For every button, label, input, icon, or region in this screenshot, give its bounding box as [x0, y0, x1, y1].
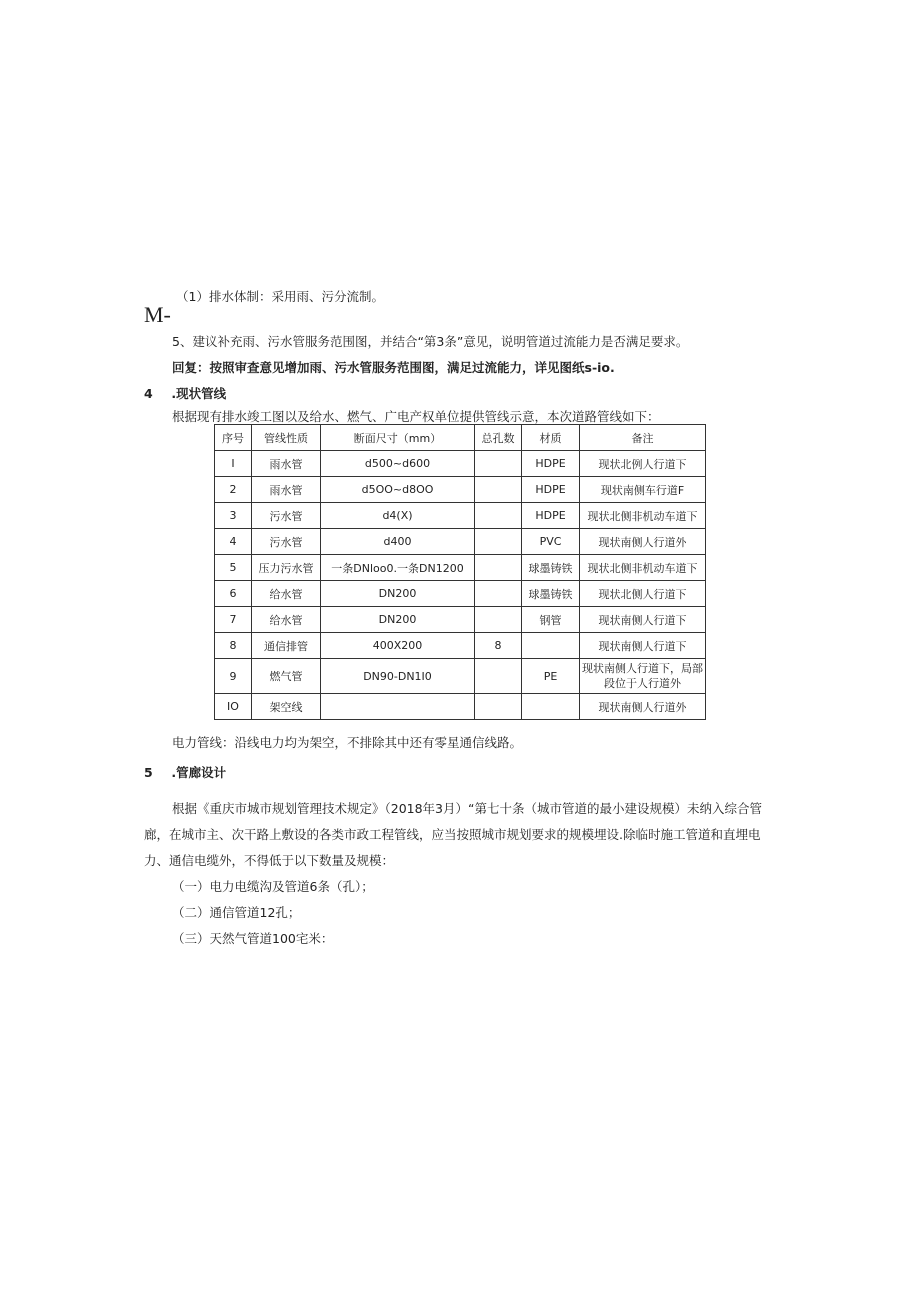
table-cell: IO: [215, 694, 252, 720]
table-cell: DN90-DN1I0: [321, 659, 475, 694]
table-cell: 8: [475, 633, 522, 659]
section-number: 4: [144, 386, 153, 401]
table-cell: 6: [215, 581, 252, 607]
section-title: .现状管线: [171, 386, 227, 401]
table-cell: 污水管: [252, 529, 321, 555]
table-cell: 一条DNloo0.一条DN1200: [321, 555, 475, 581]
table-cell: 400X200: [321, 633, 475, 659]
table-cell: 9: [215, 659, 252, 694]
table-cell: 现状北例人行道下: [580, 451, 706, 477]
table-cell: d5OO~d8OO: [321, 477, 475, 503]
table-cell: 现状北侧非机动车道下: [580, 503, 706, 529]
table-cell: PE: [522, 659, 580, 694]
table-cell: 现状南侧人行道外: [580, 694, 706, 720]
table-row: [215, 477, 706, 503]
col-header: 断面尺寸（mm）: [321, 425, 475, 451]
col-header: 材质: [522, 425, 580, 451]
table-cell: 钢管: [522, 607, 580, 633]
section-4-heading: [144, 384, 226, 402]
section-5-heading: [144, 763, 226, 781]
table-cell: HDPE: [522, 451, 580, 477]
table-row: [215, 451, 706, 477]
table-cell: 燃气管: [252, 659, 321, 694]
table-cell: d4(X): [321, 503, 475, 529]
table-cell: d400: [321, 529, 475, 555]
table-row: [215, 503, 706, 529]
table-cell: 球墨铸铁: [522, 555, 580, 581]
list-item: （三）天然气管道100宅米：: [172, 931, 334, 946]
table-cell: 给水管: [252, 607, 321, 633]
table-cell: 压力污水管: [252, 555, 321, 581]
table-cell: [475, 694, 522, 720]
pipeline-table: [214, 424, 706, 720]
table-cell: HDPE: [522, 477, 580, 503]
table-cell: 球墨铸铁: [522, 581, 580, 607]
list-item: （一）电力电缆沟及管道6条（孔）；: [172, 879, 374, 894]
table-cell: 架空线: [252, 694, 321, 720]
table-cell: 给水管: [252, 581, 321, 607]
table-cell: 现状南侧人行道下: [580, 607, 706, 633]
table-cell: 雨水管: [252, 451, 321, 477]
table-cell: [522, 694, 580, 720]
table-cell: [475, 659, 522, 694]
col-header: 总孔数: [475, 425, 522, 451]
table-row: [215, 633, 706, 659]
table-cell: 现状南侧车行道F: [580, 477, 706, 503]
table-cell: 现状南侧人行道外: [580, 529, 706, 555]
col-header: 序号: [215, 425, 252, 451]
table-cell: [321, 694, 475, 720]
review-item-5: 5、建议补充雨、污水管服务范围图，并结合“第3条”意见，说明管道过流能力是否满足要求。: [172, 334, 689, 349]
list-item: （二）通信管道12孔；: [172, 905, 301, 920]
table-cell: d500~d600: [321, 451, 475, 477]
table-cell: [475, 607, 522, 633]
table-header-row: [215, 425, 706, 451]
section-5-paragraph: 根据《重庆市城市规划管理技术规定》（2018年3月）“第七十条（城市管道的最小建设规模）未纳入综合管廊，在城市主、次干路上敷设的各类市政工程管线，应当按照城市规划要求的规模埋设.除临时施工管道和直埋电力、通信电缆外，不得低于以下数量及规模：: [144, 801, 762, 868]
table-cell: PVC: [522, 529, 580, 555]
table-cell: I: [215, 451, 252, 477]
table-cell: 污水管: [252, 503, 321, 529]
table-cell: 8: [215, 633, 252, 659]
table-cell: 现状南侧人行道下，局部段位于人行道外: [580, 659, 706, 694]
reply-text: 回复：按照审查意见增加雨、污水管服务范围图，满足过流能力，详见图纸s-io.: [172, 360, 615, 375]
table-row: [215, 607, 706, 633]
table-cell: [475, 581, 522, 607]
table-cell: [522, 633, 580, 659]
col-header: 管线性质: [252, 425, 321, 451]
table-cell: 2: [215, 477, 252, 503]
table-row: [215, 581, 706, 607]
table-row: [215, 694, 706, 720]
section-4-intro: 根据现有排水竣工图以及给水、燃气、广电产权单位提供管线示意，本次道路管线如下：: [172, 409, 660, 424]
table-cell: HDPE: [522, 503, 580, 529]
section-title: .管廊设计: [171, 765, 227, 780]
margin-mark: M-: [144, 302, 171, 327]
table-row: [215, 659, 706, 694]
table-cell: 现状北侧非机动车道下: [580, 555, 706, 581]
table-cell: 7: [215, 607, 252, 633]
table-cell: [475, 503, 522, 529]
table-cell: [475, 477, 522, 503]
table-row: [215, 529, 706, 555]
table-cell: DN200: [321, 607, 475, 633]
table-cell: 现状北侧人行道下: [580, 581, 706, 607]
section-number: 5: [144, 765, 153, 780]
table-cell: [475, 555, 522, 581]
drainage-system-line: （1）排水体制：采用雨、污分流制。: [176, 289, 384, 304]
col-header: 备注: [580, 425, 706, 451]
table-cell: [475, 451, 522, 477]
table-cell: DN200: [321, 581, 475, 607]
power-line-note: 电力管线：沿线电力均为架空，不排除其中还有零星通信线路。: [172, 735, 523, 750]
table-cell: 4: [215, 529, 252, 555]
table-cell: 现状南侧人行道下: [580, 633, 706, 659]
table-cell: 通信排管: [252, 633, 321, 659]
table-row: [215, 555, 706, 581]
table-cell: 3: [215, 503, 252, 529]
table-cell: 雨水管: [252, 477, 321, 503]
table-cell: 5: [215, 555, 252, 581]
table-cell: [475, 529, 522, 555]
